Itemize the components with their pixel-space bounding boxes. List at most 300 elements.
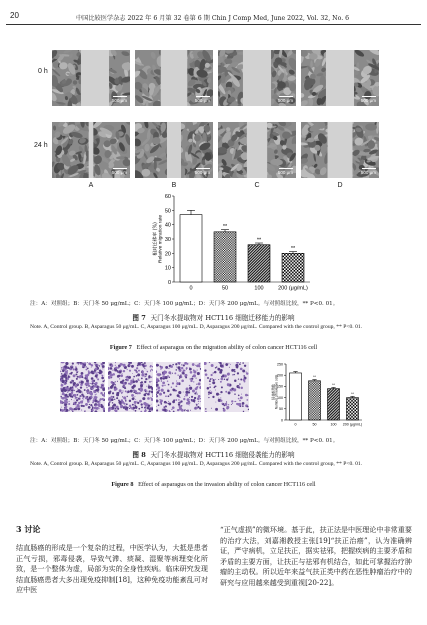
stained-cell [176,369,178,371]
stained-cell [94,396,95,397]
x-tick-label: 0 [189,285,193,292]
stained-cell [189,387,192,390]
stained-cell [220,381,222,383]
stained-cell [215,408,218,411]
stained-cell [140,387,143,390]
stained-cell [234,371,236,373]
stained-cell [167,381,168,382]
stained-cell [141,378,143,380]
stained-cell [127,396,128,397]
stained-cell [139,392,141,394]
stained-cell [140,384,143,387]
y-axis-label-cn: 相对迁移率 (%) [153,222,159,256]
stained-cell [102,398,104,400]
y-tick-label: 50 [164,208,171,215]
stained-cell [242,370,245,373]
stained-cell [87,397,89,399]
scale-bar-label: 500 μm [360,170,376,175]
stained-cell [185,393,188,396]
stained-cell [209,380,211,382]
stained-cell [70,367,71,368]
stained-cell [192,399,195,402]
stained-cell [175,385,177,387]
stained-cell [157,386,160,389]
stained-cell [125,407,128,410]
stained-cell [232,374,233,375]
stained-cell [198,401,199,402]
stained-cell [133,376,135,378]
fig7-label-cn: 图 7 [132,314,146,322]
stained-cell [86,382,89,385]
stained-cell [77,389,80,392]
scratch-micrograph [218,50,296,106]
stained-cell [150,366,152,368]
stained-cell [72,380,74,382]
stained-cell [223,363,224,364]
stained-cell [65,382,67,384]
stained-cell [151,381,152,382]
stained-cell [147,403,149,405]
stained-cell [141,406,143,408]
stained-cell [70,381,72,383]
stained-cell [144,368,145,369]
stained-cell [208,391,210,393]
stained-cell [162,385,164,387]
stained-cell [179,405,182,408]
stained-cell [231,369,234,372]
stained-cell [137,402,139,404]
stained-cell [110,371,111,372]
y-tick-label: 150 [277,384,283,389]
stained-cell [215,402,216,403]
stained-cell [135,406,138,409]
stained-cell [148,405,150,407]
stained-cell [215,367,217,369]
stained-cell [98,391,99,392]
fig8-label-cn: 图 8 [132,451,146,459]
stained-cell [211,364,214,367]
stained-cell [231,404,232,405]
stained-cell [225,363,228,366]
stained-cell [68,375,69,376]
stained-cell [110,408,112,410]
stained-cell [61,407,62,408]
stained-cell [239,383,240,384]
stained-cell [81,372,84,375]
stained-cell [194,402,195,403]
stained-cell [91,367,92,368]
scale-bar [112,96,127,103]
stained-cell [94,364,96,366]
stained-cell [184,396,185,397]
journal-info: 中国比较医学杂志 2022 年 6 月第 32 卷第 6 期 Chin J Comp Med, June 2022, Vol. 32, No. 6 [76,15,350,22]
stained-cell [120,405,123,408]
stained-cell [170,365,173,368]
stained-cell [191,378,193,380]
bar [282,253,304,282]
stained-cell [179,397,180,398]
stained-cell [198,382,201,385]
stained-cell [145,391,146,392]
stained-cell [144,365,146,367]
stained-cell [186,367,188,369]
stained-cell [244,365,246,367]
stained-cell [94,385,97,388]
stained-cell [82,363,83,364]
stained-cell [164,407,165,408]
stained-cell [179,382,181,384]
transwell-image [156,362,201,412]
stained-cell [129,365,130,366]
stained-cell [99,369,102,372]
stained-cell [108,397,111,400]
stained-cell [151,369,152,370]
stained-cell [111,365,114,368]
stained-cell [101,372,102,373]
stained-cell [101,377,104,380]
stained-cell [218,379,219,380]
stained-cell [71,392,73,394]
stained-cell [166,402,167,403]
stained-cell [119,389,122,392]
stained-cell [148,384,149,385]
stained-cell [134,369,136,371]
stained-cell [168,371,171,374]
stained-cell [192,363,195,366]
stained-cell [125,400,127,402]
stained-cell [71,396,73,398]
stained-cell [228,377,229,378]
stained-cell [140,362,141,363]
stained-cell [125,379,127,381]
stained-cell [62,381,64,383]
stained-cell [75,397,77,399]
stained-cell [172,373,173,374]
stained-cell [183,369,185,371]
stained-cell [138,370,140,372]
y-tick-label: 0 [167,279,171,286]
stained-cell [62,397,65,400]
stained-cell [67,388,70,391]
stained-cell [197,397,200,400]
stained-cell [144,390,145,391]
stained-cell [167,375,169,377]
stained-cell [208,394,209,395]
stained-cell [73,374,76,377]
stained-cell [188,391,190,393]
stained-cell [91,377,94,380]
stained-cell [71,399,72,400]
stained-cell [172,406,175,409]
stained-cell [122,396,123,397]
stained-cell [149,381,151,383]
discussion-left-column: 结直肠癌的形成是一个复杂的过程，中医学认为，大抵是患者正气亏损，邪毒侵袭，导致气滞、痰凝、湿聚等病理变化所致，是一个整体为虚，局部为实的全身性疾病。临床研究发现结直肠癌患者大多出现免疫抑制[18]，这种免疫功能紊乱可对应中医 [16,543,208,595]
stained-cell [65,366,68,369]
stained-cell [84,389,86,391]
stained-cell [168,368,169,369]
significance-label: ** [256,237,262,244]
stained-cell [176,366,177,367]
stained-cell [133,410,134,411]
stained-cell [70,390,71,391]
stained-cell [224,379,226,381]
stained-cell [178,391,181,394]
stained-cell [159,399,160,400]
scale-bar-line [113,168,127,169]
stained-cell [225,391,227,393]
stained-cell [79,381,81,383]
stained-cell [177,409,179,411]
stained-cell [64,373,66,375]
stained-cell [129,400,131,402]
stained-cell [144,362,146,364]
stained-cell [229,367,230,368]
stained-cell [243,375,245,377]
stained-cell [115,366,118,369]
stained-cell [95,394,96,395]
stained-cell [241,394,242,395]
stained-cell [95,368,98,371]
stained-cell [163,371,166,374]
fig8-title-cn: 天门冬水提取物对 HCT116 细胞侵袭能力的影响 [150,451,295,459]
y-axis-label-cn: 侵袭细胞数 [271,384,276,400]
stained-cell [189,378,191,380]
stained-cell [95,400,98,403]
stained-cell [70,408,72,410]
bar [347,398,359,420]
stained-cell [126,403,128,405]
scale-bar-label: 500 μm [277,170,293,175]
fig8-caption-en [0,481,427,488]
stained-cell [151,408,152,409]
y-tick-label: 200 [277,373,283,378]
scale-bar [112,168,127,175]
stained-cell [125,390,127,392]
stained-cell [142,397,145,400]
stained-cell [139,400,142,403]
stained-cell [111,374,113,376]
stained-cell [91,380,93,382]
stained-cell [180,374,181,375]
stained-cell [232,391,233,392]
stained-cell [185,374,188,377]
stained-cell [94,407,97,410]
stained-cell [120,381,123,384]
stained-cell [137,392,139,394]
stained-cell [198,365,200,367]
stained-cell [69,410,70,411]
stained-cell [219,362,221,364]
stained-cell [193,370,196,373]
stained-cell [132,404,134,406]
stained-cell [231,400,233,402]
significance-label: ** [222,224,228,231]
stained-cell [115,384,116,385]
stained-cell [234,380,236,382]
scale-bar-line [362,168,376,169]
scratch-gap [243,50,271,106]
stained-cell [82,398,83,399]
x-tick-label: 50 [221,285,229,292]
stained-cell [200,401,201,402]
stained-cell [146,369,147,370]
stained-cell [87,367,89,369]
panel-label-c: C [254,182,260,189]
stained-cell [239,400,241,402]
stained-cell [146,390,148,392]
scale-bar-label: 500 μm [194,98,210,103]
stained-cell [128,376,129,377]
stained-cell [122,392,123,393]
transwell-photo [204,362,249,412]
stained-cell [198,395,201,398]
stained-cell [61,389,64,392]
stained-cell [83,405,85,407]
stained-cell [148,375,150,377]
stained-cell [186,402,189,405]
fig8-title-en: Effect of asparagus on the invasion ability of colon cancer HCT116 cell [138,481,316,488]
fig7-note-cn: 注：A：对照组；B：天门冬 50 μg/mL；C：天门冬 100 μg/mL；D：天门冬 200 μg/mL。与对照组比较，** P<0. 01。 [30,301,339,307]
stained-cell [125,376,127,378]
stained-cell [151,404,152,405]
stained-cell [205,408,207,410]
stained-cell [135,399,136,400]
scale-bar-line [362,96,376,97]
significance-label: ** [351,391,354,396]
stained-cell [67,378,69,380]
stained-cell [61,384,64,387]
stained-cell [120,374,123,377]
stained-cell [64,407,65,408]
stained-cell [161,380,162,381]
stained-cell [109,363,110,364]
stained-cell [210,390,211,391]
scale-bar-label: 500 μm [111,98,127,103]
scale-bar-line [196,96,210,97]
stained-cell [77,407,80,410]
stained-cell [169,394,171,396]
stained-cell [158,389,160,391]
stained-cell [95,405,97,407]
scratch-gap [89,122,94,178]
stained-cell [207,377,209,379]
stained-cell [89,404,90,405]
stained-cell [136,375,138,377]
stained-cell [81,410,82,411]
stained-cell [195,378,196,379]
stained-cell [195,407,198,410]
stained-cell [65,401,68,404]
stained-cell [117,408,119,410]
transwell-image [60,362,105,412]
stained-cell [68,376,70,378]
page-number: 20 [10,11,19,20]
stained-cell [246,406,247,407]
stained-cell [219,394,220,395]
stained-cell [114,388,117,391]
stained-cell [238,379,239,380]
stained-cell [92,406,93,407]
running-header [6,10,421,25]
stained-cell [80,386,82,388]
stained-cell [215,389,216,390]
stained-cell [189,397,190,398]
stained-cell [160,377,163,380]
x-tick-label: 200 (μg/mL) [342,422,363,427]
x-tick-label: 100 [330,422,337,427]
stained-cell [149,408,151,410]
stained-cell [61,373,62,374]
stained-cell [86,387,87,388]
stained-cell [122,390,123,391]
stained-cell [189,367,190,368]
scale-bar [278,96,293,103]
stained-cell [89,391,92,394]
stained-cell [84,410,85,411]
stained-cell [60,371,61,372]
stained-cell [72,387,73,388]
stained-cell [138,408,140,410]
stained-cell [180,376,182,378]
stained-cell [71,365,73,367]
stained-cell [122,373,123,374]
stained-cell [110,392,111,393]
stained-cell [119,371,122,374]
stained-cell [127,369,128,370]
scratch-gap [167,122,181,178]
stained-cell [117,381,118,382]
stained-cell [136,367,138,369]
discussion-right-column: “正气虚损”的微环境。基于此，扶正法是中医理论中非常重要的治疗大法，刘嘉湘教授主张[19]“扶正治癌”，认为准确辨证，严守病机，立足扶正，据实祛邪，把握疾病的主要矛盾和矛盾的主要方面，让扶正与祛邪有机结合，如此可掌握治疗肿瘤的主动权。所以近年来益气扶正类中药在恶性肿瘤治疗中的研究与应用越来越受到重视[20-22]。 [220,525,412,587]
stained-cell [74,408,76,410]
stained-cell [220,391,222,393]
stained-cell [115,408,116,409]
stained-cell [182,372,185,375]
stained-cell [133,385,135,387]
stained-cell [207,387,210,390]
x-tick-label: 200 (μg/mL) [278,285,308,292]
stained-cell [99,365,100,366]
stained-cell [75,385,78,388]
stained-cell [129,405,131,407]
stained-cell [177,394,180,397]
stained-cell [192,376,193,377]
transwell-photo [60,362,105,412]
stained-cell [73,394,74,395]
y-tick-label: 60 [164,193,171,200]
stained-cell [232,403,233,404]
stained-cell [169,376,171,378]
stained-cell [96,364,98,366]
stained-cell [117,375,120,378]
stained-cell [130,383,132,385]
stained-cell [144,373,145,374]
stained-cell [68,403,70,405]
stained-cell [61,369,62,370]
stained-cell [147,393,149,395]
stained-cell [181,364,182,365]
stained-cell [95,372,96,373]
panel-label-b: B [171,182,177,189]
stained-cell [164,393,165,394]
stained-cell [112,402,113,403]
stained-cell [151,377,152,378]
stained-cell [243,378,246,381]
stained-cell [183,392,184,393]
stained-cell [134,404,135,405]
stained-cell [112,384,114,386]
stained-cell [123,386,125,388]
